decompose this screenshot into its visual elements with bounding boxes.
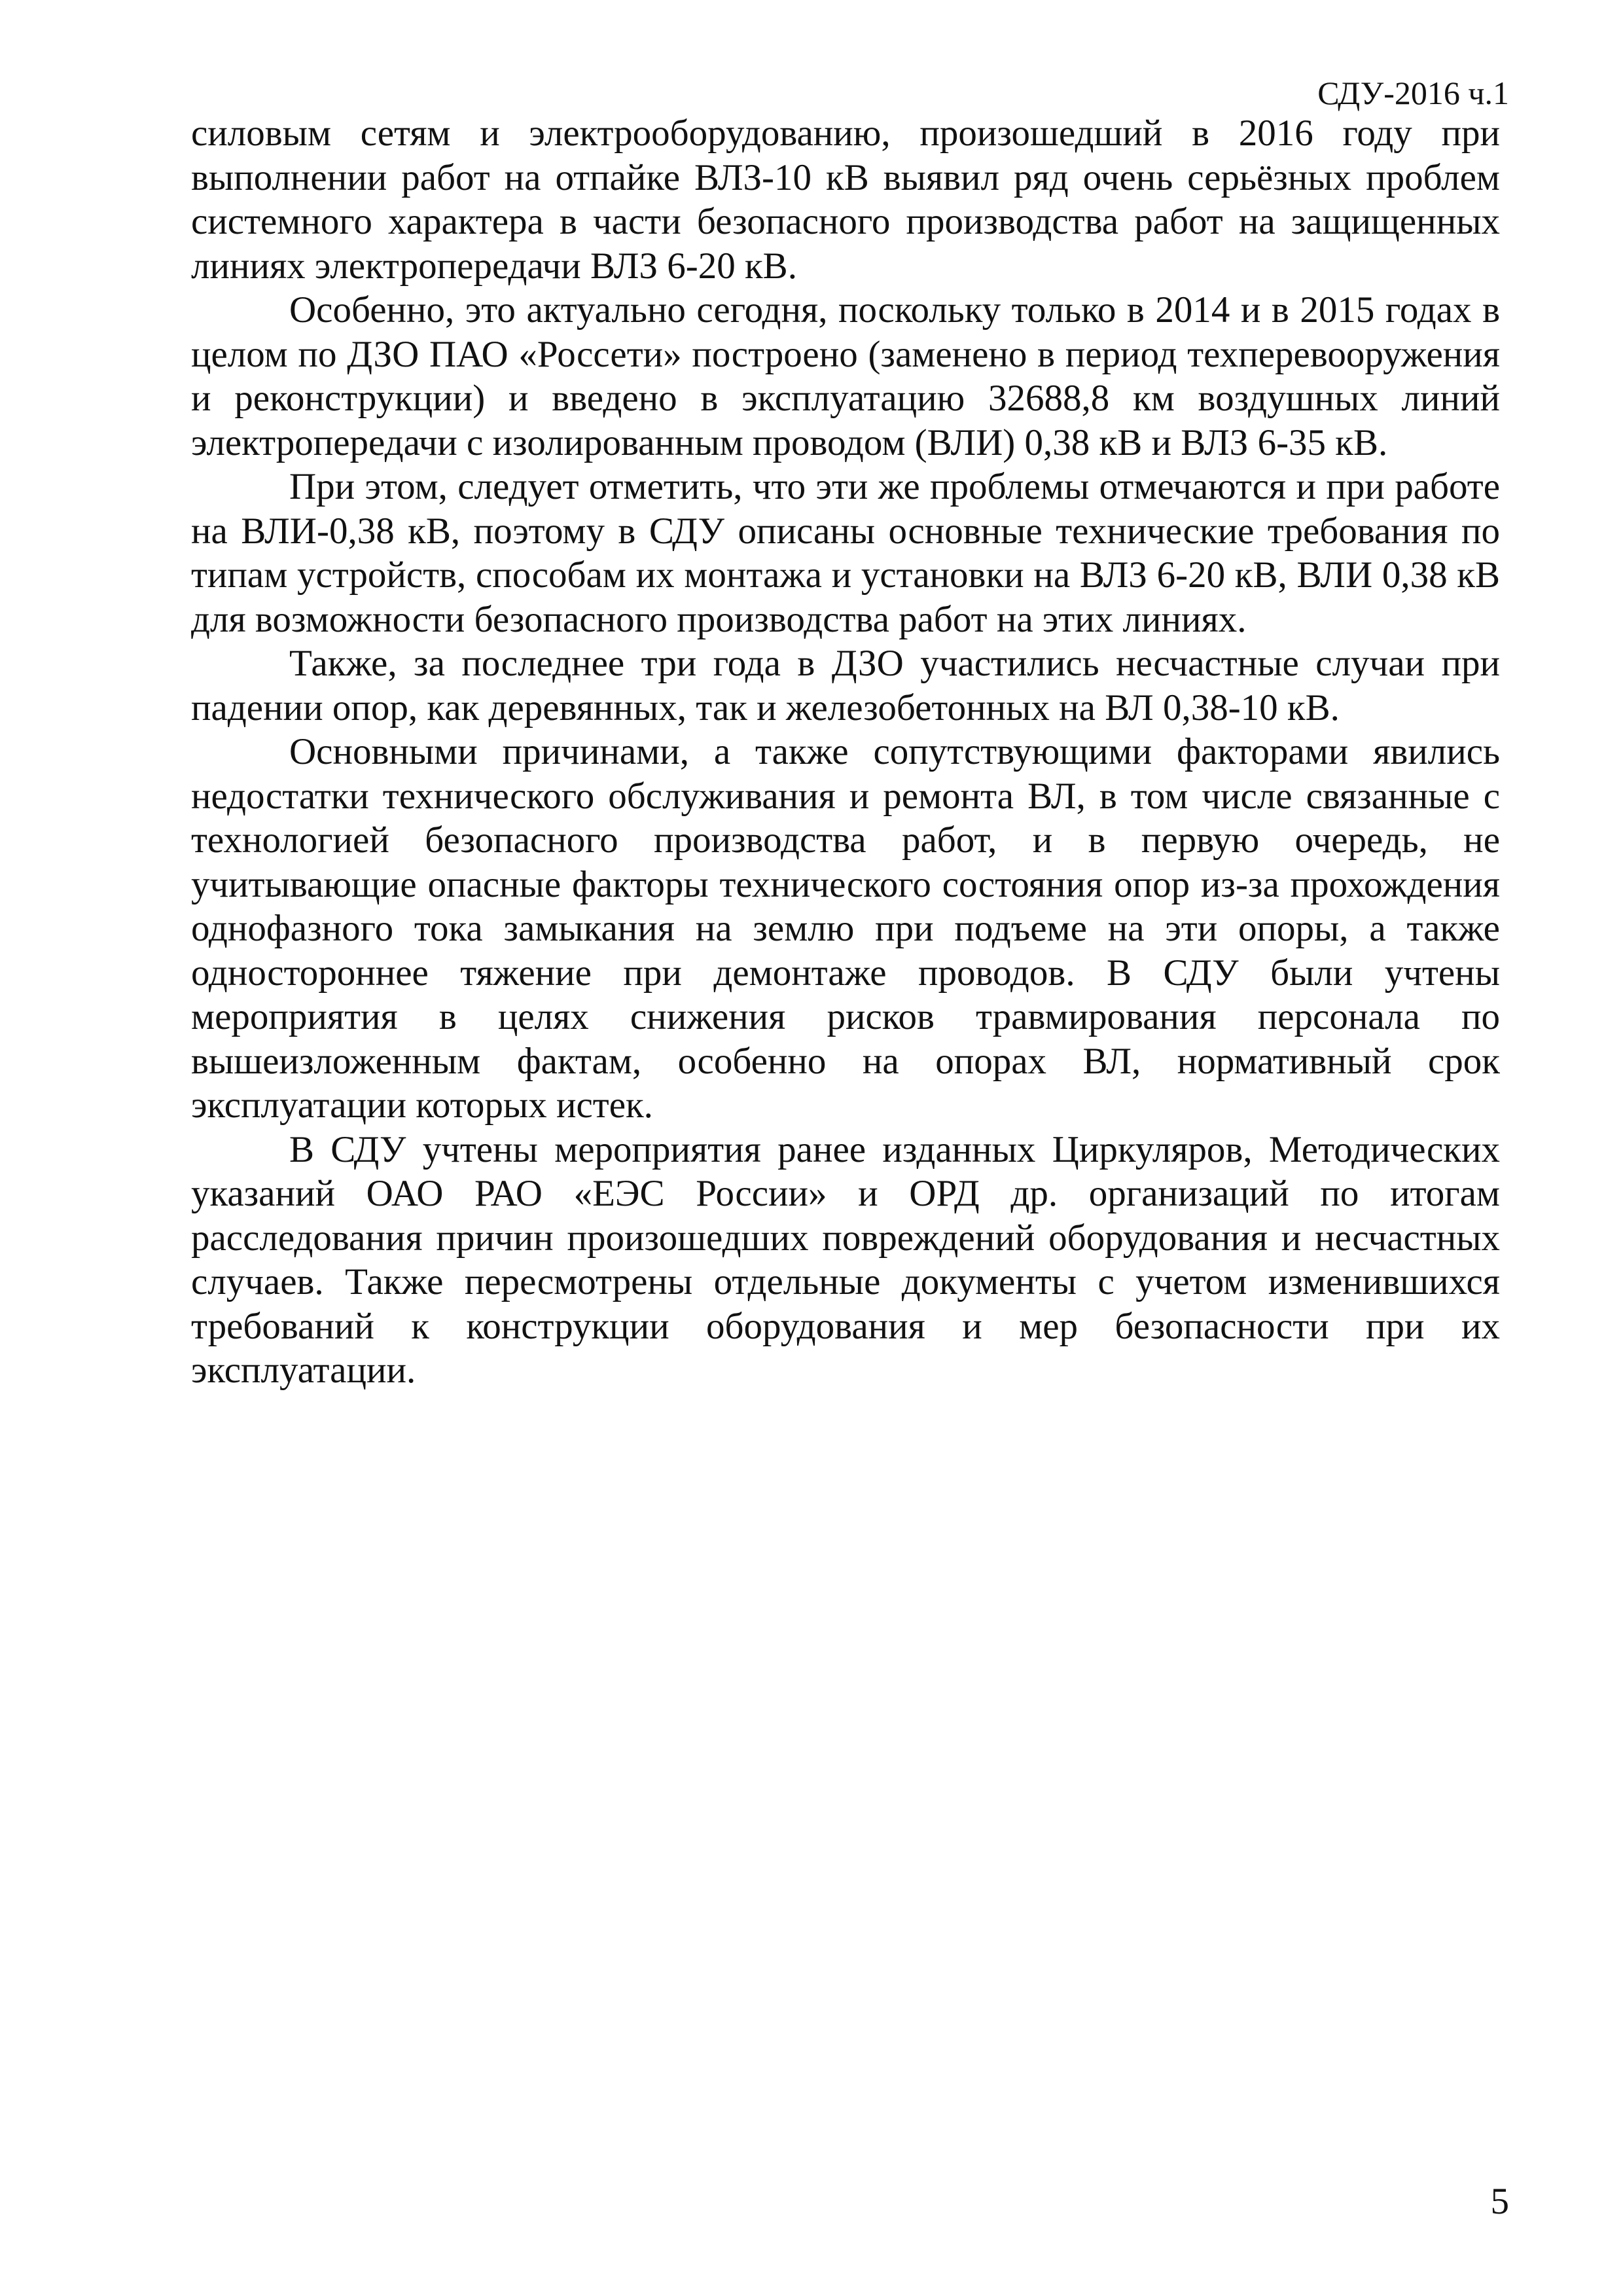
running-header: СДУ-2016 ч.1 bbox=[1317, 75, 1509, 111]
paragraph-pole-falls: Также, за последнее три года в ДЗО участились несчастные случаи при падении опор, как деревянных, так и железобетонных на ВЛ 0,38-10 кВ. bbox=[191, 643, 1500, 728]
paragraph-causes: Основными причинами, а также сопутствующими факторами явились недостатки технического обслуживания и ремонта ВЛ, в том числе связанные с технологией безопасного производства работ, и в первую очередь, не учитывающие опасные факторы технического состояния опор из-за прохождения однофазного тока замыкания на землю при подъеме на эти опоры, а также одностороннее тяжение при демонтаже проводов. В СДУ были учтены мероприятия в целях снижения рисков травмирования персонала по вышеизложенным фактам, особенно на опорах ВЛ, нормативный срок эксплуатации которых истек. bbox=[191, 731, 1500, 1126]
paragraph-continuation: силовым сетям и электрооборудованию, произошедший в 2016 году при выполнении работ на отпайке ВЛЗ-10 кВ выявил ряд очень серьёзных проблем системного характера в части безопасного производства работ на защищенных линиях электропередачи ВЛЗ 6-20 кВ. bbox=[191, 113, 1500, 287]
paragraph-relevance: Особенно, это актуально сегодня, поскольку только в 2014 и в 2015 годах в целом по ДЗО ПАО «Россети» построено (заменено в период техперевооружения и реконструкции) и введено в эксплуатацию 32688,8 км воздушных линий электропередачи с изолированным проводом (ВЛИ) 0,38 кВ и ВЛЗ 6-35 кВ. bbox=[191, 289, 1500, 463]
paragraph-vli-problems: При этом, следует отметить, что эти же проблемы отмечаются и при работе на ВЛИ-0,38 кВ, поэтому в СДУ описаны основные технические требования по типам устройств, способам их монтажа и установки на ВЛЗ 6-20 кВ, ВЛИ 0,38 кВ для возможности безопасного производства работ на этих линиях. bbox=[191, 466, 1500, 640]
paragraph-measures: В СДУ учтены мероприятия ранее изданных Циркуляров, Методических указаний ОАО РАО «ЕЭС России» и ОРД др. организаций по итогам расследования причин произошедших повреждений оборудования и несчастных случаев. Также пересмотрены отдельные документы с учетом изменившихся требований к конструкции оборудования и мер безопасности при их эксплуатации. bbox=[191, 1128, 1500, 1391]
body-text bbox=[191, 111, 1500, 1393]
page-number: 5 bbox=[1490, 2181, 1509, 2222]
